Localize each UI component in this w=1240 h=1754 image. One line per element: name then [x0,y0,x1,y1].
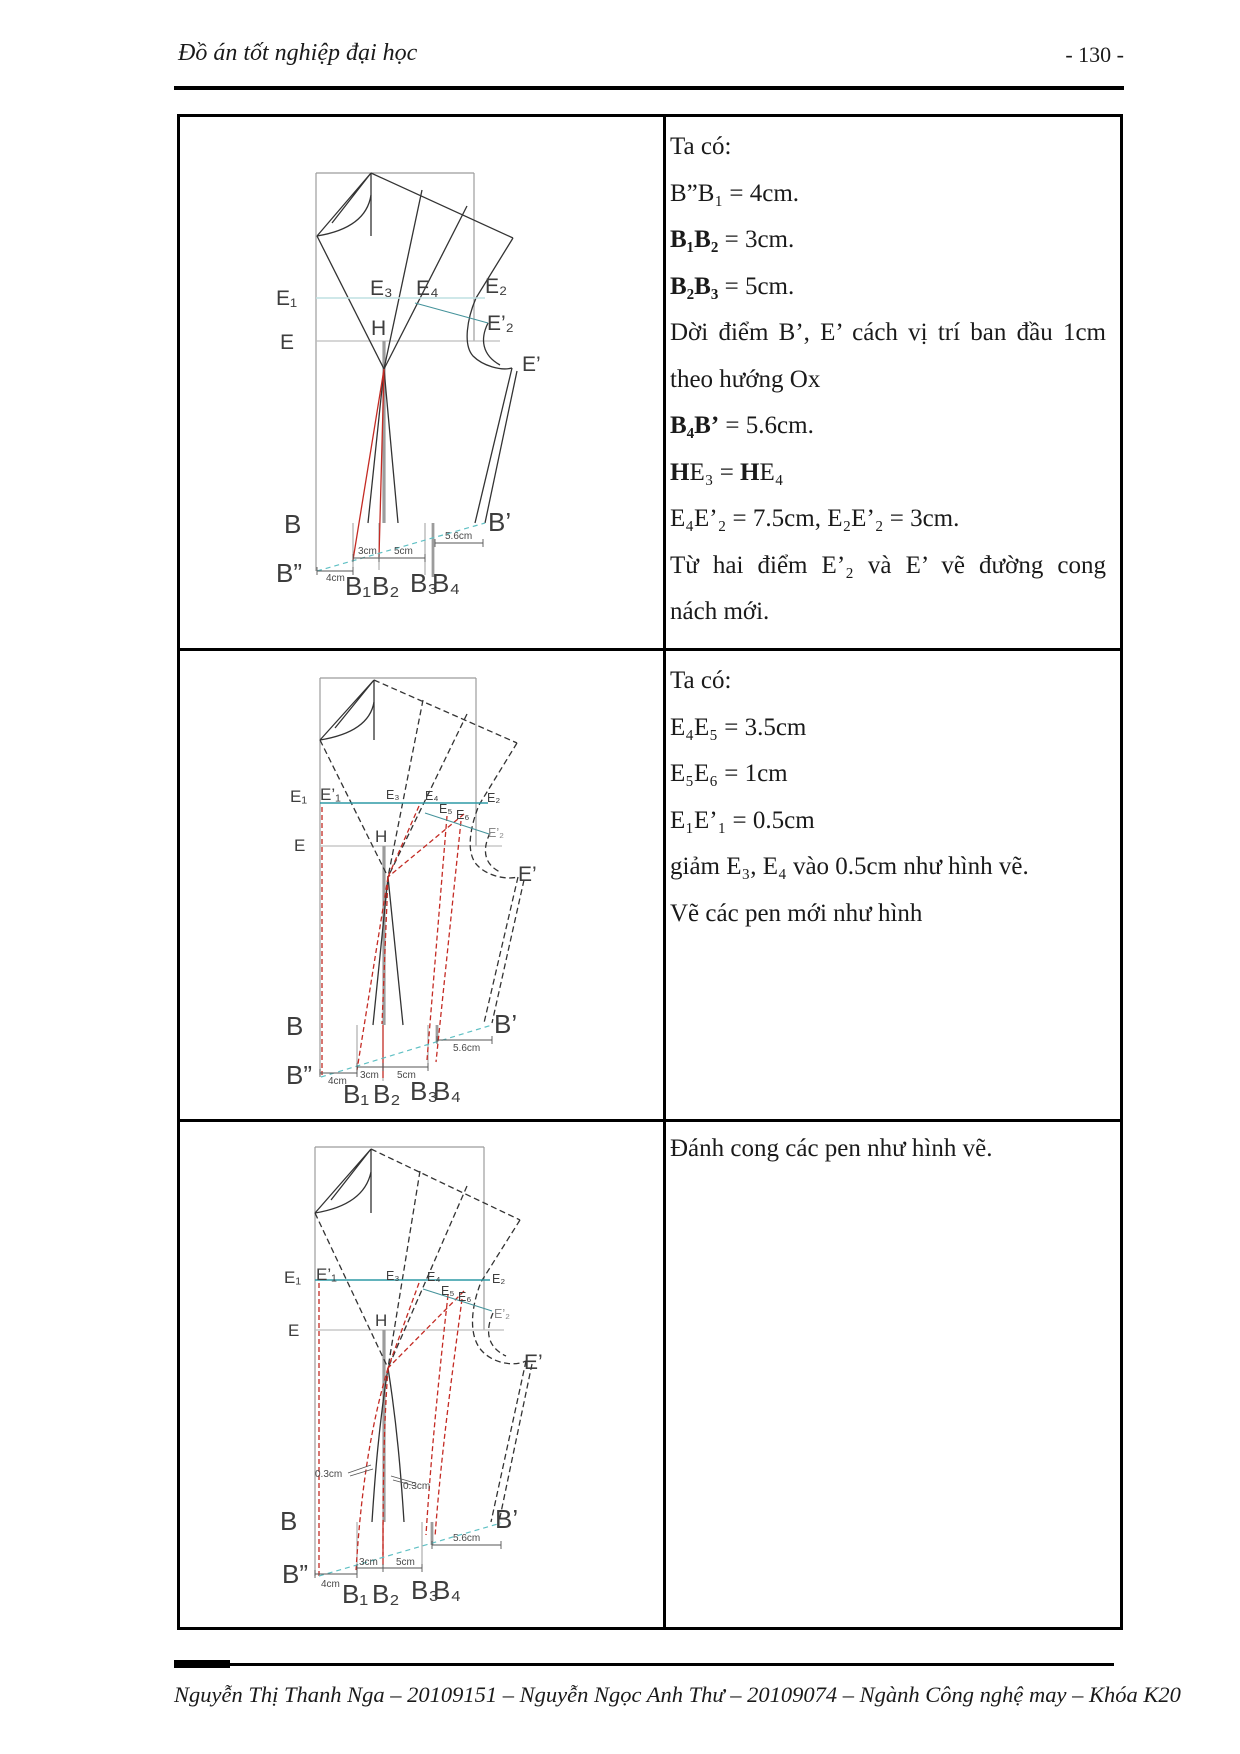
diagram-label: E₃ [386,788,400,802]
diagram-label: B’ [488,507,512,537]
bodice-pattern-diagram-3 [170,1125,663,1630]
diagram-label: E₂ [485,275,508,298]
text-segment: = 5cm. [718,272,795,300]
footer-text: Nguyễn Thị Thanh Nga – 20109151 – Nguyễn Ngọc Anh Thư – 20109074 – Ngành Công nghệ may – Khóa K20 [174,1682,1181,1707]
text-segment: nách mới. [670,598,770,625]
text-segment: theo hướng Ox [670,365,821,393]
red-pen-curves [319,1283,464,1577]
text-segment: E₅E₆ = 1cm [670,760,788,787]
red-dart-lines [353,369,384,560]
text-segment: B₁B₂ [670,226,719,253]
text-segment: Ta có: [670,133,732,160]
text-line [670,217,1106,264]
text-segment: E₄ [759,458,784,486]
diagram-label: E’₁ [316,1265,337,1284]
diagram-label: 0.3cm [403,1481,431,1492]
diagram-label: 4cm [326,573,345,584]
text-segment: E₄E₅ = 3.5cm [670,713,807,741]
fold-and-neckline [317,173,371,236]
dart-lines [373,877,403,1025]
text-line [670,589,1106,636]
text-segment: = 5.6cm. [719,412,814,439]
text-line [670,705,1106,752]
text-segment: Ta có: [670,667,732,694]
diagram-label: 4cm [321,1579,340,1590]
frame-lines [316,173,500,577]
diagram-label: 5.6cm [445,531,473,542]
diagram-label: B₄ [432,568,460,598]
diagram-label: E₄ [416,277,439,300]
text-segment: E₃ = [689,458,741,486]
diagram-label: B₂ [373,1079,401,1109]
text-segment: Vẽ các pen mới như hình [670,899,923,927]
diagram-label: B₃ [410,1076,438,1106]
text-segment: B₂B₃ [670,272,719,300]
text-segment: Đánh cong các pen như hình vẽ. [670,1135,993,1162]
diagram-label: B₁ [343,1079,370,1109]
diagram-label: B₄ [433,1076,461,1106]
guide-lines [320,803,492,1077]
frame-lines [320,678,502,1081]
diagram-label: E’ [524,1351,543,1374]
diagram-label: B₄ [433,1575,461,1605]
text-segment: H [740,458,760,486]
text-line [670,450,1106,497]
diagram-label: B₂ [372,1579,400,1609]
diagram-label: E₆ [456,808,470,822]
diagram-label: E’₂ [494,1307,510,1321]
diagram-label: H [371,317,387,340]
text-line [670,798,1106,845]
diagram-label: H [375,827,388,846]
text-line [670,496,1106,543]
diagram-label: B’ [495,1504,519,1534]
diagram-label: 3cm [360,1070,379,1081]
diagram-label: E’ [518,863,537,886]
diagram-label: B₁ [342,1579,369,1609]
dart-pen-curves [372,1368,404,1522]
dashed-draft-lines [315,1149,532,1522]
text-line [670,124,1106,171]
footer-rule-stub [174,1660,230,1668]
diagram-label: 3cm [358,546,377,557]
header-rule [174,86,1124,90]
row-1-text [670,124,1106,636]
diagram-label: E’₂ [487,312,514,335]
diagram-label: E₆ [458,1290,472,1304]
diagram-label: E₃ [386,1269,400,1283]
diagram-label: B” [282,1559,308,1589]
diagram-label: B₁ [345,571,372,601]
diagram-label: E₁ [290,787,308,806]
diagram-label: 0.3cm [315,1469,343,1480]
text-line [670,403,1106,450]
diagram-label: E₅ [439,802,453,816]
diagram-label: E [280,331,295,354]
diagram-label: E₂ [492,1272,506,1286]
text-segment: E₄E’₂ = 7.5cm, E₂E’₂ = 3cm. [670,505,960,532]
text-segment: B”B₁ = 4cm. [670,179,800,207]
diagram-label: 5cm [394,546,413,557]
fold-and-neckline [320,680,374,740]
table-column-divider [663,114,666,1630]
diagram-label: B₃ [410,568,438,598]
text-segment: = 3cm. [718,226,795,253]
text-line [670,264,1106,311]
diagram-label: 4cm [328,1076,347,1087]
diagram-label: 5.6cm [453,1533,481,1544]
diagram-label: E₅ [441,1284,455,1298]
text-segment: giảm E₃, E₄ vào 0.5cm như hình vẽ. [670,853,1029,880]
text-line [670,543,1106,590]
text-line [670,844,1106,891]
diagram-label: E [288,1321,300,1340]
diagram-label: E [294,836,306,855]
text-segment: Từ hai điểm E’₂ và E’ vẽ đường cong [670,551,1106,579]
text-segment: H [670,458,690,486]
frame-lines [315,1147,504,1576]
diagram-label: 3cm [359,1557,378,1568]
diagram-label: E₁ [284,1268,302,1287]
text-line [670,891,1106,938]
text-line [670,310,1106,357]
text-line [670,357,1106,404]
diagram-label: E₂ [487,791,501,805]
diagram-label: B” [276,558,302,588]
diagram-label: H [375,1311,388,1330]
bodice-pattern-diagram-2 [170,650,663,1125]
footer-rule [174,1663,1114,1666]
text-line [670,1126,1106,1173]
text-segment: Dời điểm B’, E’ cách vị trí ban đầu 1cm [670,319,1106,346]
shoulder-and-dart-lines [317,173,513,523]
diagram-label: E₁ [276,287,298,310]
diagram-label: B [284,509,302,539]
text-line [670,658,1106,705]
diagram-labels [286,785,537,1109]
text-segment: E₁E’₁ = 0.5cm [670,806,815,834]
diagram-label: 5cm [397,1070,416,1081]
diagram-label: E₄ [425,789,439,803]
page-number: - 130 - [1065,42,1124,67]
diagram-label: B [286,1011,304,1041]
diagram-label: B [280,1506,298,1536]
diagram-label: 5cm [396,1557,415,1568]
diagram-label: B” [286,1060,312,1090]
diagram-label: E₄ [427,1270,441,1284]
diagram-label: E’₁ [320,785,341,804]
bodice-pattern-diagram-1 [170,105,663,650]
diagram-label: 5.6cm [453,1043,481,1054]
diagram-label: B’ [494,1009,518,1039]
diagram-label: E’ [522,353,541,376]
diagram-label: E₃ [370,277,393,300]
row-3-text [670,1126,1106,1173]
diagram-label: B₃ [411,1575,439,1605]
red-pen-lines [322,806,464,1078]
row-2-text [670,658,1106,937]
fold-and-neckline [315,1149,371,1213]
diagram-label: E’₂ [488,826,504,840]
text-line [670,751,1106,798]
diagram-label: B₂ [372,571,400,601]
header-title: Đồ án tốt nghiệp đại học [178,40,418,66]
text-segment: B₄B’ [670,412,720,439]
text-line [670,171,1106,218]
